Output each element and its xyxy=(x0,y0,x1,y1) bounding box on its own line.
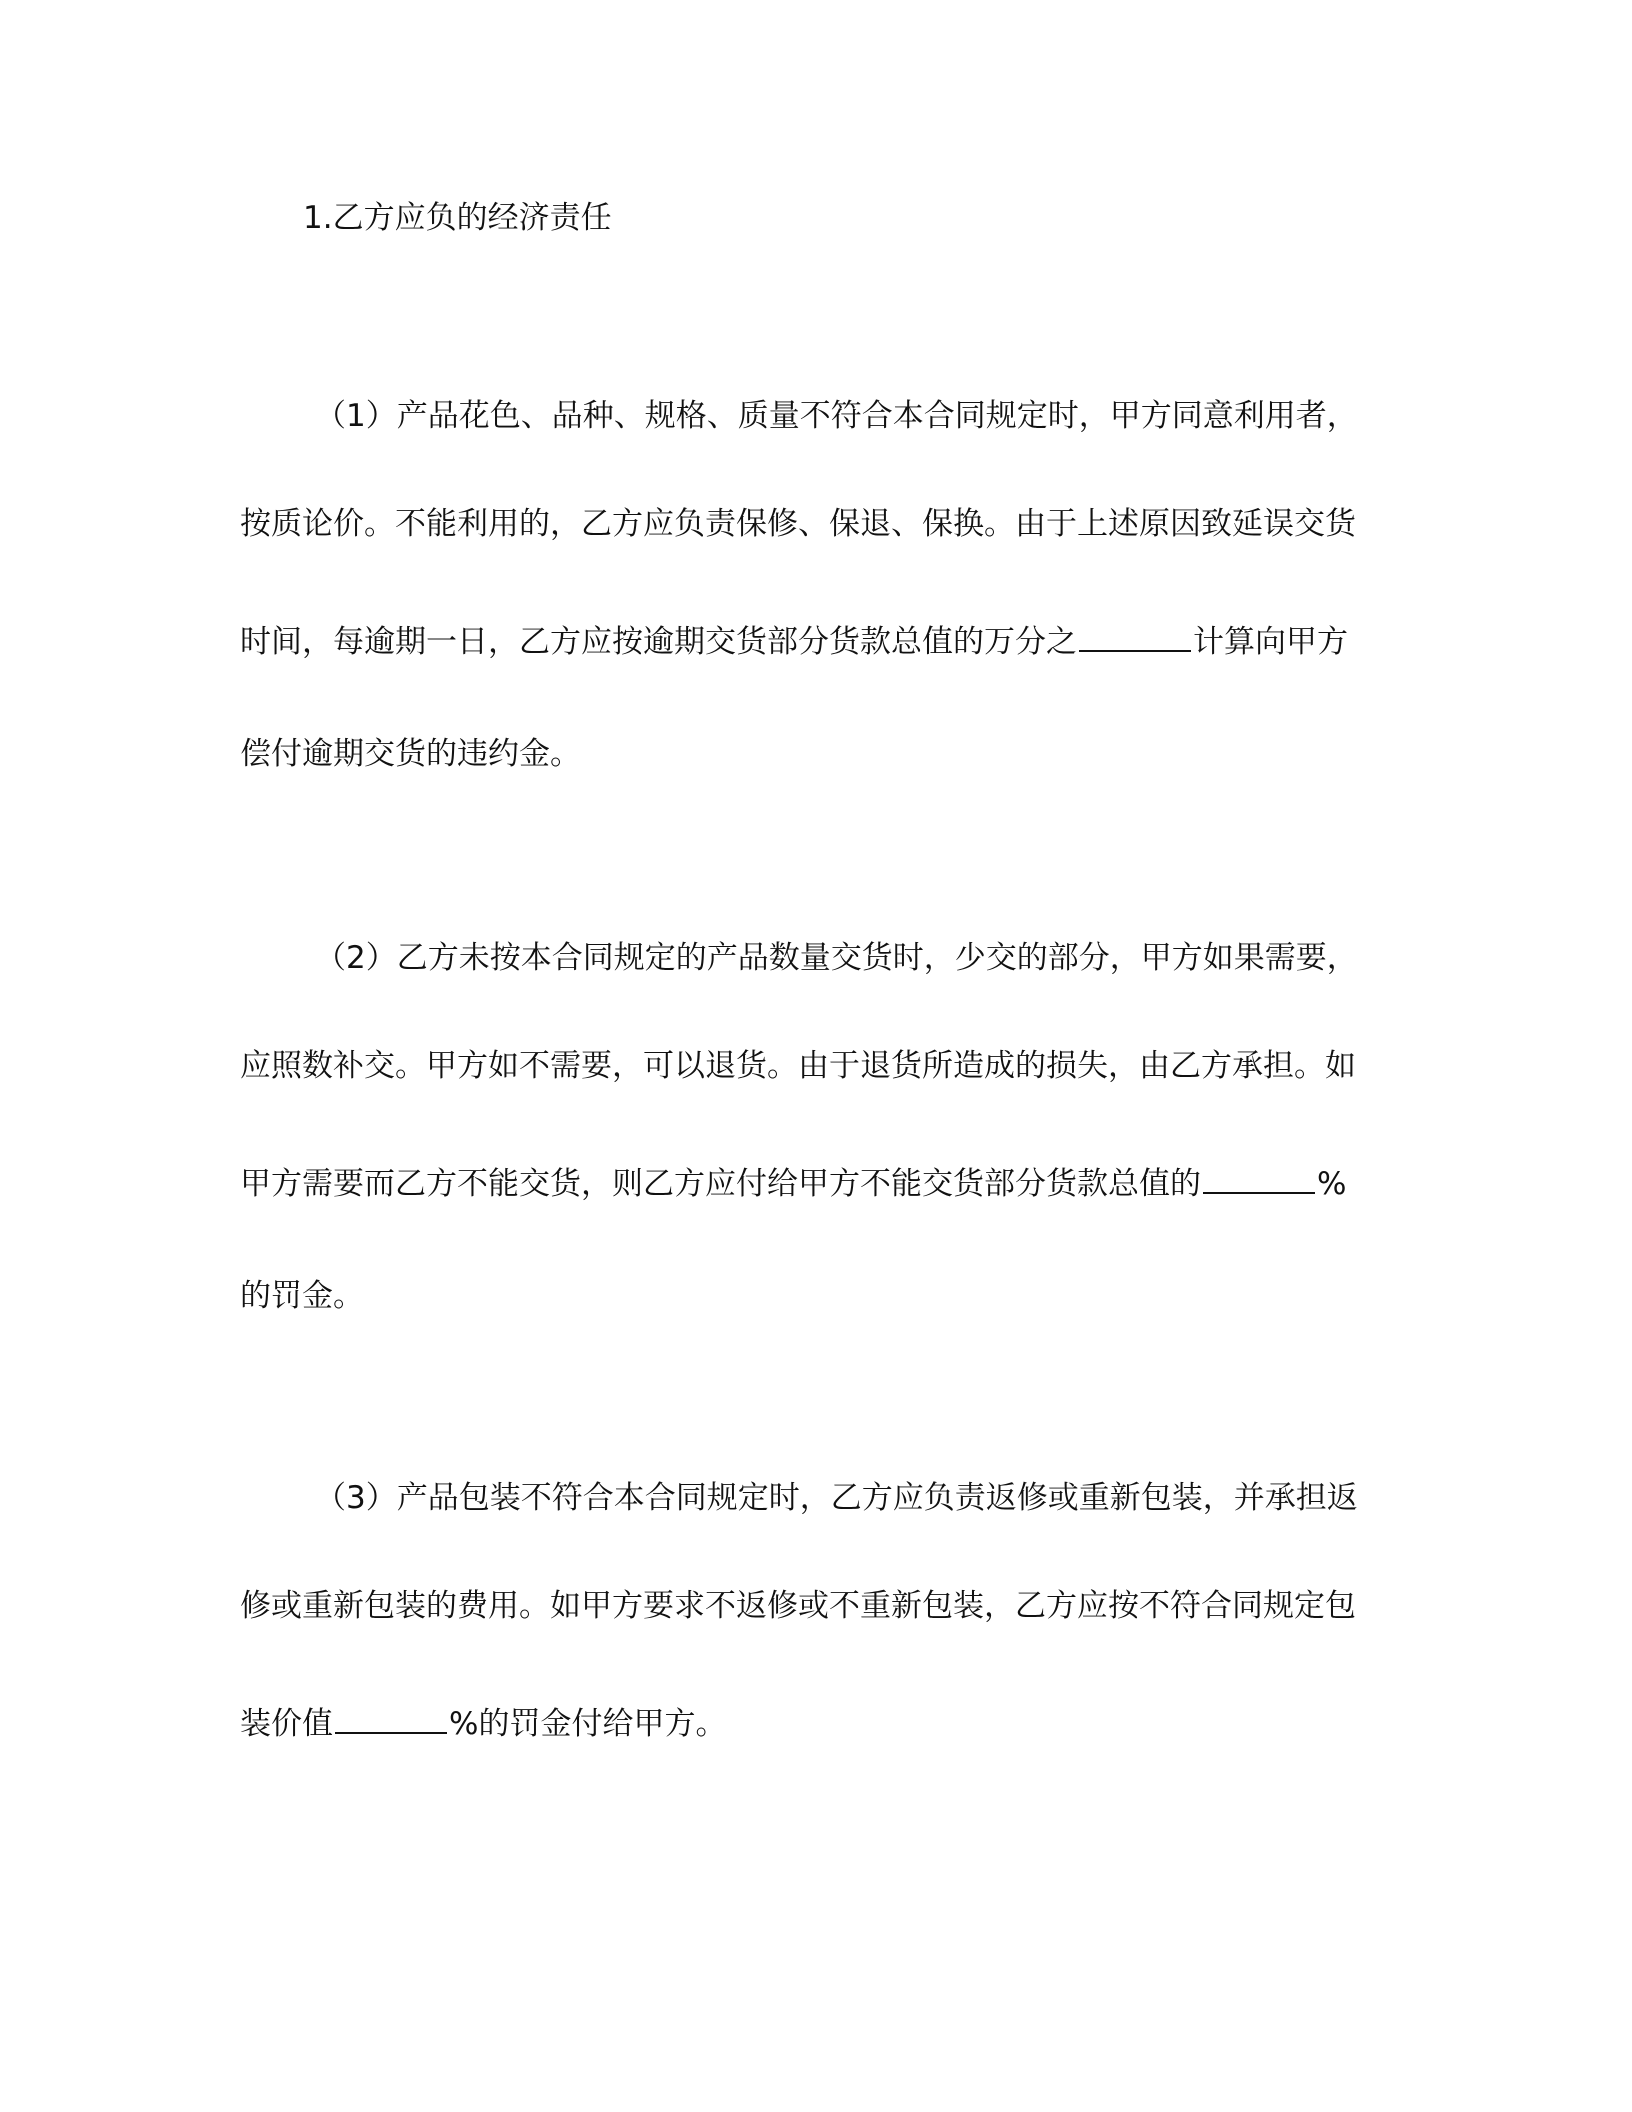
clause-2-line-3 xyxy=(240,1162,1346,1202)
clause-1-line-4: 偿付逾期交货的违约金。 xyxy=(240,736,581,772)
clause-2-line-3-text-after: % xyxy=(1317,1166,1347,1202)
clause-1-line-3 xyxy=(240,620,1348,660)
fill-in-blank[interactable] xyxy=(335,1702,447,1734)
fill-in-blank[interactable] xyxy=(1203,1162,1315,1194)
clause-3-line-3 xyxy=(240,1702,726,1742)
clause-3-line-3-text-before: 装价值 xyxy=(240,1706,333,1742)
clause-1-line-1: （1）产品花色、品种、规格、质量不符合本合同规定时，甲方同意利用者， xyxy=(315,398,1358,434)
clause-1-line-3-text-before: 时间，每逾期一日，乙方应按逾期交货部分货款总值的万分之 xyxy=(240,624,1077,660)
clause-1-line-2: 按质论价。不能利用的，乙方应负责保修、保退、保换。由于上述原因致延误交货 xyxy=(240,506,1356,542)
clause-1-line-3-text-after: 计算向甲方 xyxy=(1193,624,1348,660)
fill-in-blank[interactable] xyxy=(1079,620,1191,652)
clause-3-line-3-text-after: %的罚金付给甲方。 xyxy=(449,1706,727,1742)
clause-3-line-2: 修或重新包装的费用。如甲方要求不返修或不重新包装，乙方应按不符合同规定包 xyxy=(240,1588,1356,1624)
clause-2-line-1: （2）乙方未按本合同规定的产品数量交货时，少交的部分，甲方如果需要， xyxy=(315,940,1358,976)
clause-2-line-2: 应照数补交。甲方如不需要，可以退货。由于退货所造成的损失，由乙方承担。如 xyxy=(240,1048,1356,1084)
clause-2-line-4: 的罚金。 xyxy=(240,1278,364,1314)
section-heading: 1.乙方应负的经济责任 xyxy=(303,200,612,236)
clause-3-line-1: （3）产品包装不符合本合同规定时，乙方应负责返修或重新包装，并承担返 xyxy=(315,1480,1358,1516)
clause-2-line-3-text-before: 甲方需要而乙方不能交货，则乙方应付给甲方不能交货部分货款总值的 xyxy=(240,1166,1201,1202)
